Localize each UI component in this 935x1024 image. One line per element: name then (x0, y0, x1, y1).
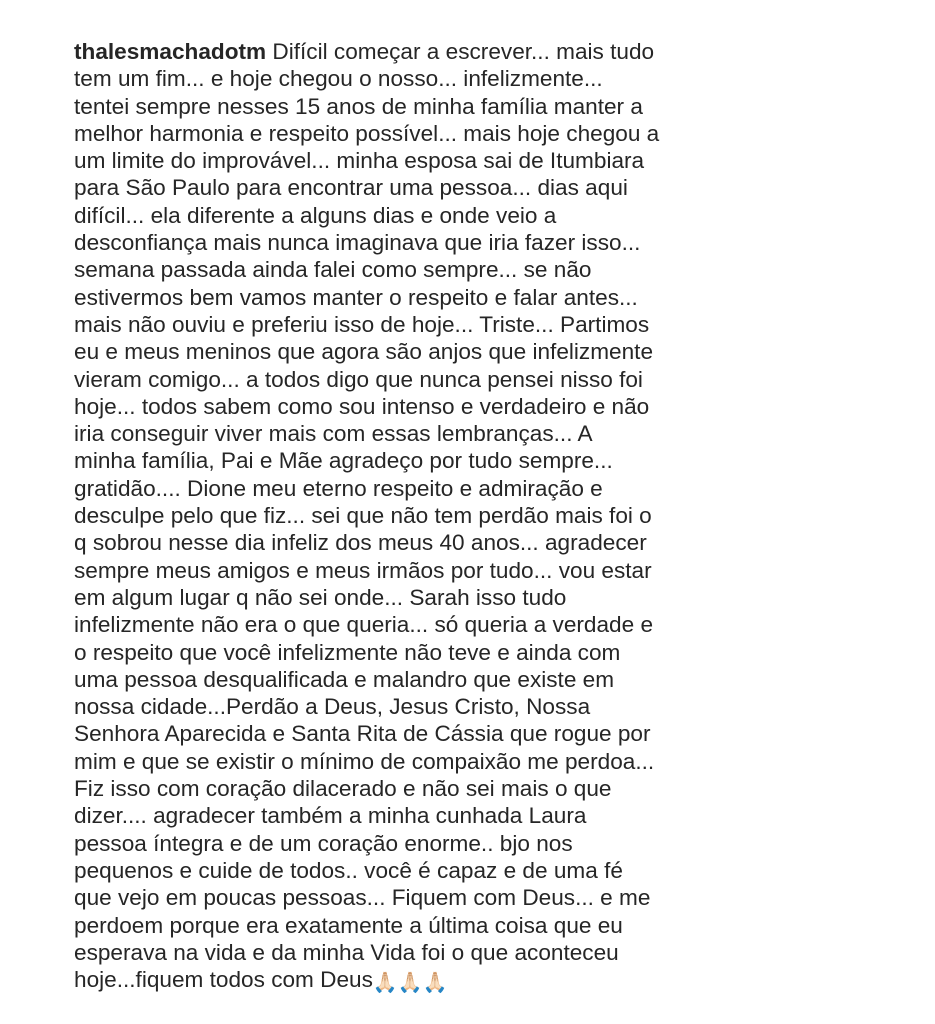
caption-line: mim e que se existir o mínimo de compaixão me perdoa... (74, 748, 655, 774)
post-caption (74, 38, 854, 993)
caption-line: estivermos bem vamos manter o respeito e falar antes... (74, 284, 638, 310)
caption-line: mais não ouviu e preferiu isso de hoje... Triste... Partimos (74, 311, 650, 337)
caption-line: tem um fim... e hoje chegou o nosso... infelizmente... (74, 66, 603, 92)
caption-line: hoje... todos sabem como sou intenso e verdadeiro e não (74, 393, 650, 419)
caption-text: Difícil começar a escrever... mais tudo (266, 39, 655, 64)
caption-line: desconfiança mais nunca imaginava que iria fazer isso... (74, 230, 641, 256)
caption-line: eu e meus meninos que agora são anjos que infelizmente (74, 339, 654, 365)
caption-text: hoje...fiquem todos com Deus (74, 967, 373, 993)
caption-line: pequenos e cuide de todos.. você é capaz e de uma fé (74, 857, 623, 883)
caption-line: para São Paulo para encontrar uma pessoa... dias aqui (74, 175, 628, 201)
caption-line: que vejo em poucas pessoas... Fiquem com Deus... e me (74, 885, 651, 911)
caption-line: q sobrou nesse dia infeliz dos meus 40 anos... agradecer (74, 530, 647, 556)
caption-line: um limite do improvável... minha esposa sai de Itumbiara (74, 148, 645, 174)
caption-line: nossa cidade...Perdão a Deus, Jesus Cristo, Nossa (74, 694, 591, 720)
caption-line: difícil... ela diferente a alguns dias e onde veio a (74, 202, 557, 228)
caption-line: Senhora Aparecida e Santa Rita de Cássia que rogue por (74, 721, 651, 747)
caption-line: o respeito que você infelizmente não teve e ainda com (74, 639, 621, 665)
caption-line: melhor harmonia e respeito possível... mais hoje chegou a (74, 120, 660, 146)
caption-line: infelizmente não era o que queria... só queria a verdade e (74, 612, 654, 638)
caption-line: Fiz isso com coração dilacerado e não sei mais o que (74, 776, 612, 802)
caption-body (74, 65, 854, 966)
caption-line: desculpe pelo que fiz... sei que não tem perdão mais foi o (74, 503, 652, 529)
caption-line: semana passada ainda falei como sempre... se não (74, 257, 592, 283)
caption-line: pessoa íntegra e de um coração enorme.. bjo nos (74, 830, 573, 856)
caption-line: dizer.... agradecer também a minha cunhada Laura (74, 803, 587, 829)
caption-line: iria conseguir viver mais com essas lembranças... A (74, 421, 593, 447)
username-link[interactable]: thalesmachadotm (74, 39, 267, 64)
caption-line: perdoem porque era exatamente a última coisa que eu (74, 912, 623, 938)
caption-line: vieram comigo... a todos digo que nunca pensei nisso foi (74, 366, 643, 392)
caption-line: em algum lugar q não sei onde... Sarah isso tudo (74, 584, 567, 610)
caption-line: minha família, Pai e Mãe agradeço por tudo sempre... (74, 448, 613, 474)
caption-line: tentei sempre nesses 15 anos de minha família manter a (74, 93, 643, 119)
caption-line: esperava na vida e da minha Vida foi o que aconteceu (74, 939, 619, 965)
caption-line: uma pessoa desqualificada e malandro que existe em (74, 666, 615, 692)
praying-hands-icon: 🙏🏻🙏🏻🙏🏻 (372, 972, 448, 995)
caption-line: sempre meus amigos e meus irmãos por tudo... vou estar (74, 557, 652, 583)
caption-line: gratidão.... Dione meu eterno respeito e admiração e (74, 475, 603, 501)
caption-line-first (74, 38, 854, 65)
caption-line-last (74, 966, 854, 993)
